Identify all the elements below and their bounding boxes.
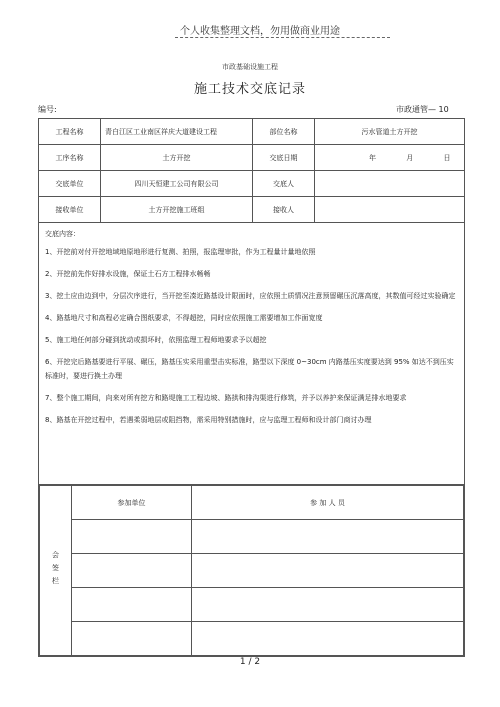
date-day: 日 <box>443 153 451 162</box>
unit-header: 参加单位 <box>72 486 192 520</box>
content-item: 6、开挖完后路基要进行平展、碾压，路基压实采用重型击实标准，路型以下深度 0~30cm 内路基压实度要达到 95% 如达不到压实标准时，要进行换土办理 <box>45 358 454 380</box>
receive-unit-label: 接收单位 <box>39 197 101 223</box>
sign-people-cell <box>192 588 464 622</box>
content-item: 7、整个施工期间，向来对所有挖方和路堤施工工程边坡、路拱和排沟渠进行修筑，并予以养护来保证满足排水地要求 <box>45 394 407 402</box>
receiver-value <box>315 197 465 223</box>
content-item: 1、开挖前对付开挖地域地原地形进行复测、拍照，报监理审批，作为工程量计量地依照 <box>45 248 316 256</box>
page-number: 1 / 2 <box>239 657 261 667</box>
doc-number-label: 编号: <box>38 105 57 114</box>
sign-unit-cell <box>72 588 192 622</box>
disclosure-content <box>39 223 465 485</box>
part-name-value: 污水管道土方开挖 <box>315 119 465 145</box>
countersign-label: 会签栏 <box>40 486 72 656</box>
process-label: 工序名称 <box>39 145 101 171</box>
date-year: 年 <box>369 153 376 162</box>
content-item: 2、开挖前先作好排水设施，保证土石方工程排水畅畅 <box>45 270 211 278</box>
project-name-label: 工程名称 <box>39 119 101 145</box>
sign-unit-cell <box>72 554 192 588</box>
content-item: 3、挖土应由边到中，分层次序进行，当开挖至凑近路基设计限面时，应依照土质情况注意预留碾压沉落高度，其数值可经过实验确定 <box>45 292 456 300</box>
date-month: 月 <box>406 153 414 162</box>
disclose-unit-label: 交底单位 <box>39 171 101 197</box>
sign-unit-cell <box>72 520 192 554</box>
part-name-label: 部位名称 <box>253 119 315 145</box>
countersign-section <box>39 485 465 657</box>
sign-people-cell <box>192 622 464 656</box>
sign-people-cell <box>192 554 464 588</box>
header-divider <box>175 37 390 38</box>
doc-title: 施工技术交底记录 <box>193 82 306 97</box>
content-item: 4、路基地尺寸和高程必定确合图纸要求，不得超挖，同时应依照施工需要增加工作面宽度 <box>45 314 323 322</box>
project-name-value: 青白江区工业南区祥庆大道建设工程 <box>101 119 253 145</box>
discloser-value <box>315 171 465 197</box>
content-heading: 交底内容： <box>45 230 80 238</box>
process-value: 土方开挖 <box>101 145 253 171</box>
doc-subtitle: 市政基础设施工程 <box>222 63 278 71</box>
record-table <box>38 118 465 657</box>
sign-unit-cell <box>72 622 192 656</box>
date-label: 交底日期 <box>253 145 315 171</box>
content-item: 5、施工地任何部分碰到扰动或损坏时，依照监理工程师地要求予以超挖 <box>45 336 267 344</box>
receiver-label: 接收人 <box>253 197 315 223</box>
content-item: 8、路基在开挖过程中，若遇柔弱地层或阻挡物，需采用特别措施时，应与监理工程师和设计部门商讨办理 <box>45 416 372 424</box>
doc-number-value: 市政通管— 10 <box>396 105 449 114</box>
people-header: 参 加 人 员 <box>192 486 464 520</box>
sign-people-cell <box>192 520 464 554</box>
countersign-table <box>39 485 464 656</box>
discloser-label: 交底人 <box>253 171 315 197</box>
disclose-unit-value: 四川天恒建工公司有限公司 <box>101 171 253 197</box>
date-value <box>315 145 465 171</box>
header-watermark: 个人收集整理文档，勿用做商业用途 <box>180 26 340 37</box>
receive-unit-value: 土方开挖施工班组 <box>101 197 253 223</box>
